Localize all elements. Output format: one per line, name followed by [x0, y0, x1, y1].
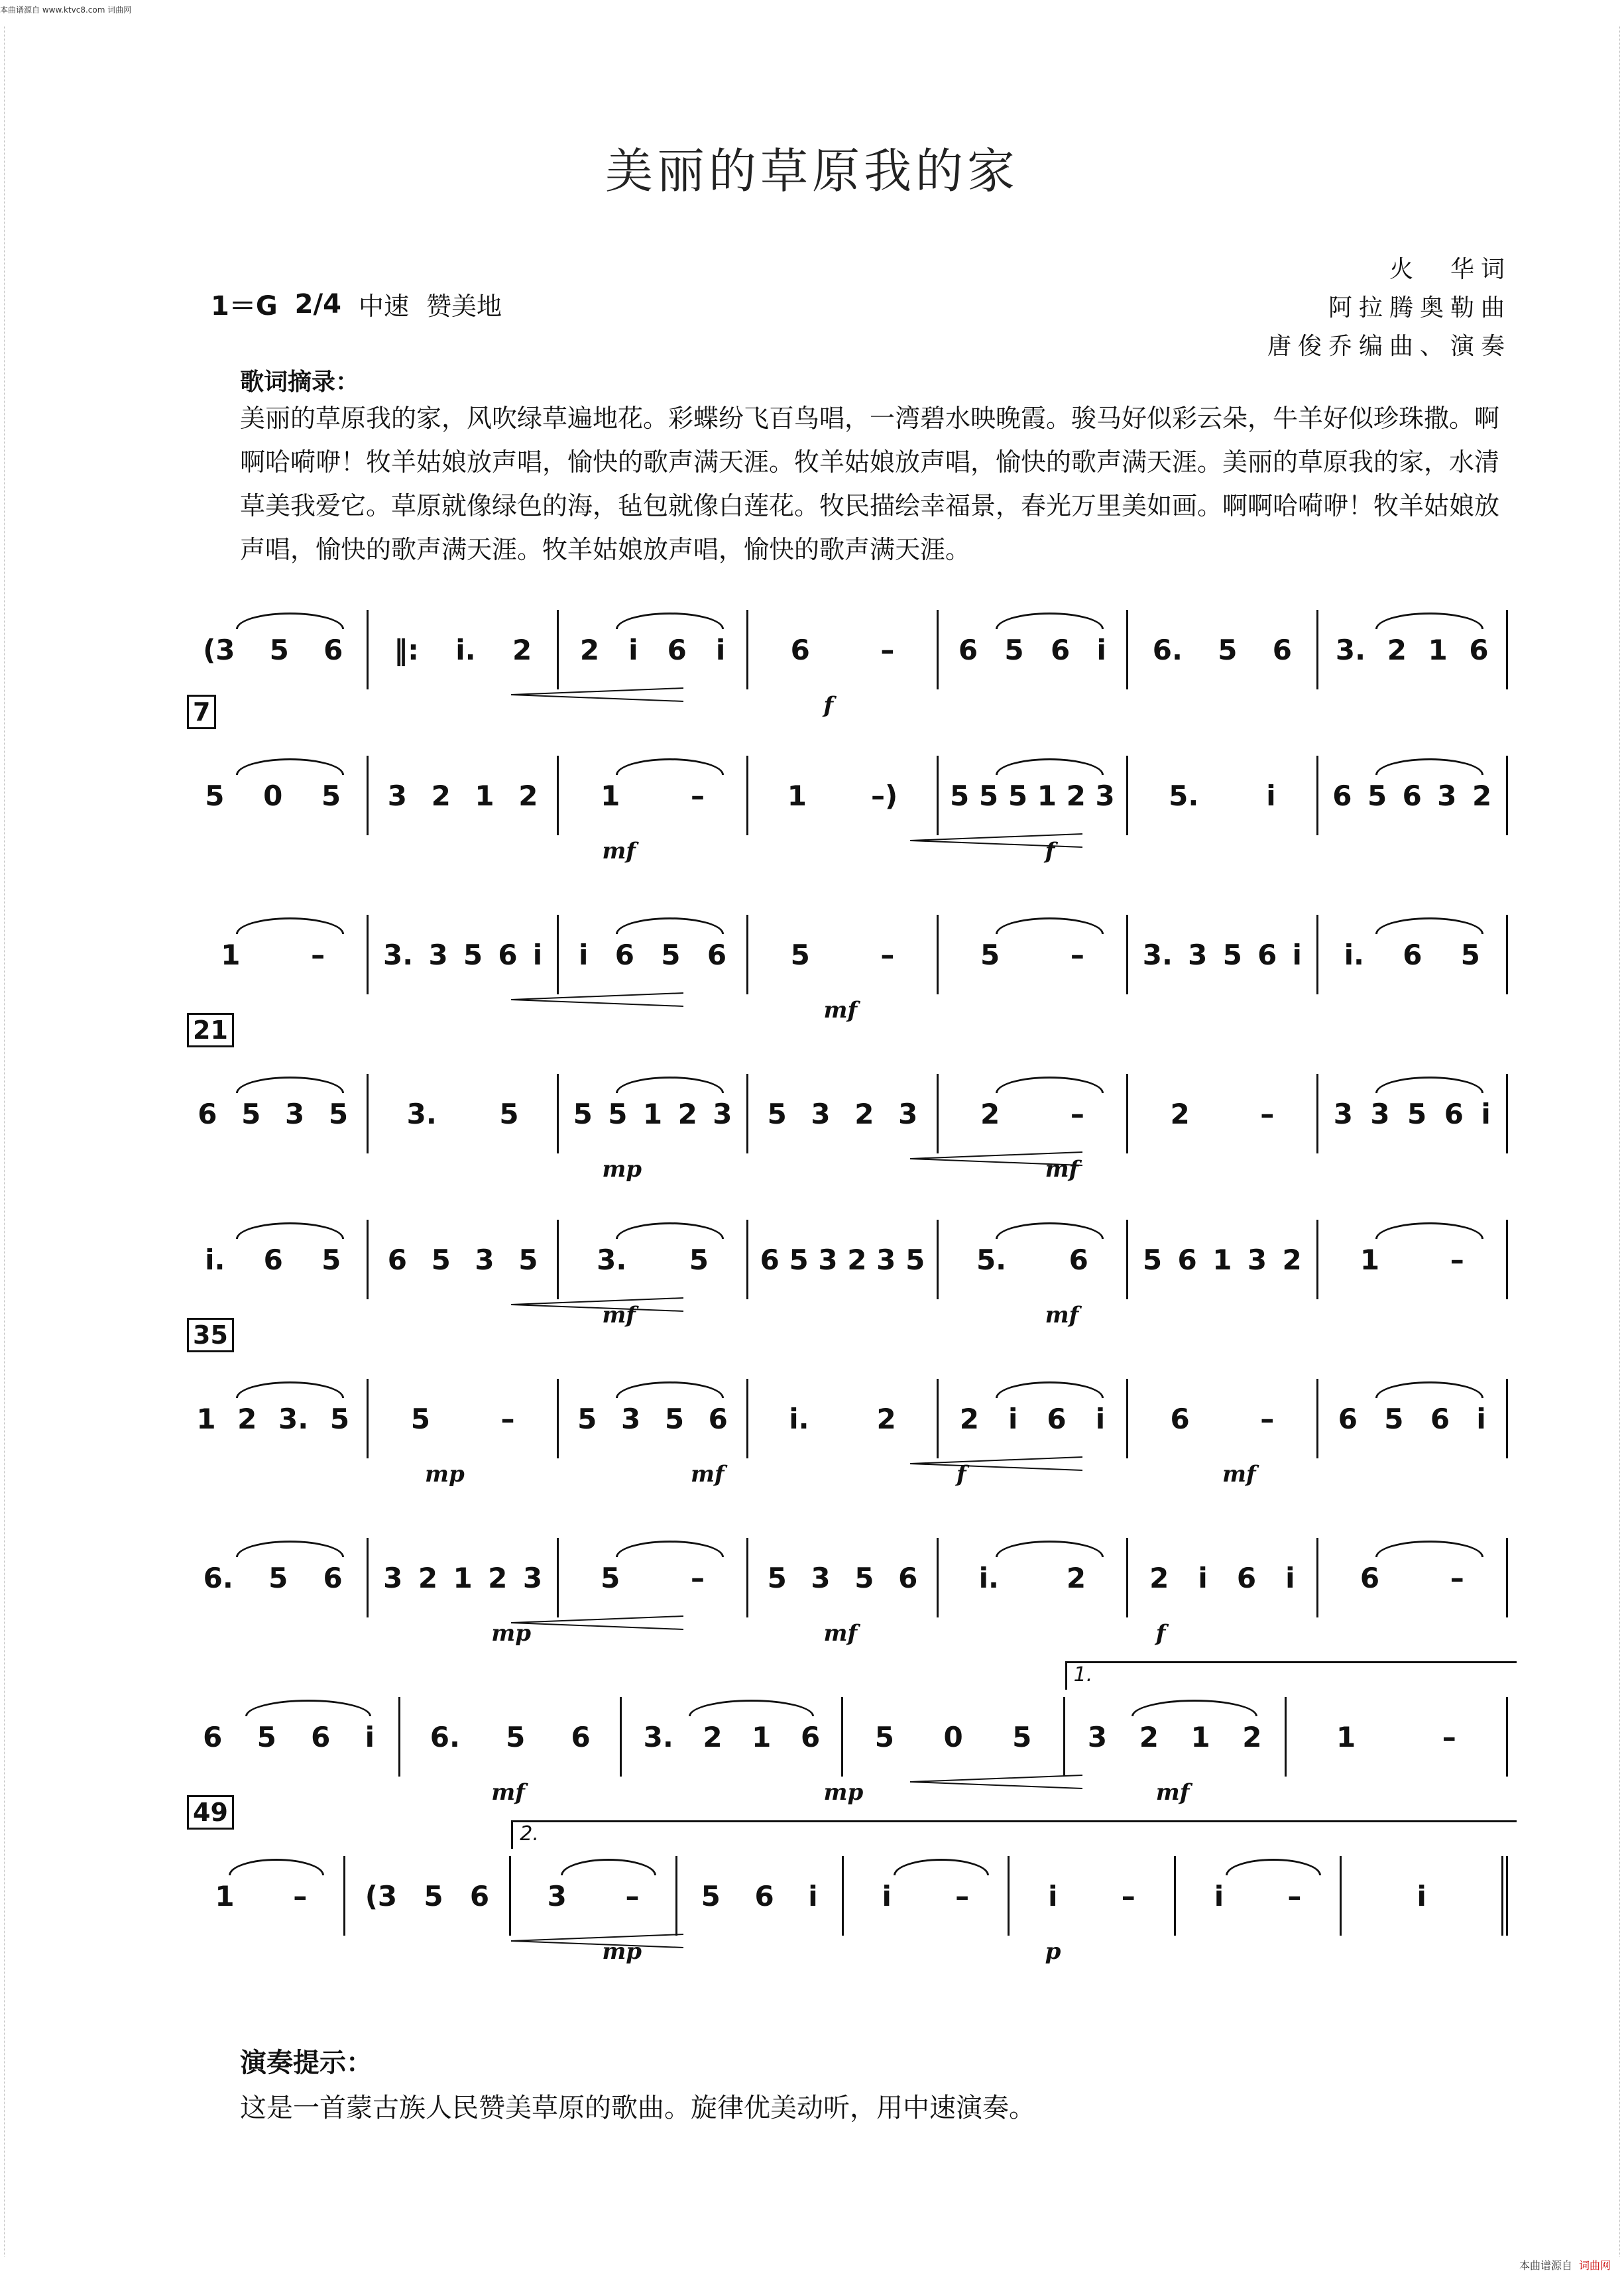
measure	[369, 1538, 558, 1617]
note: 1	[601, 779, 620, 812]
measure	[748, 1074, 938, 1153]
note: 1	[215, 1879, 235, 1912]
note: 6	[614, 938, 634, 971]
volta-bracket: 2.	[511, 1820, 1517, 1849]
note: 3	[1370, 1097, 1390, 1130]
note: 1	[787, 779, 807, 812]
tempo-marking: 中速	[358, 292, 409, 321]
page-edge-left	[4, 27, 14, 2256]
note: 5	[1384, 1402, 1404, 1435]
note: 6	[708, 1402, 728, 1435]
note: i	[532, 938, 543, 971]
note: 6	[263, 1243, 283, 1276]
note: –	[1070, 938, 1084, 971]
note: 5	[661, 938, 681, 971]
notation-row	[179, 915, 1508, 1024]
note: 6	[1338, 1402, 1358, 1435]
measure	[1128, 610, 1318, 689]
dynamic-marking: mf	[491, 1779, 525, 1806]
measure	[1128, 1538, 1318, 1617]
hairpin-mark	[511, 992, 683, 1008]
note: 5	[577, 1402, 597, 1435]
note: 5	[689, 1243, 709, 1276]
note: 5	[664, 1402, 685, 1435]
measure	[748, 1220, 938, 1299]
measure	[345, 1856, 512, 1936]
note: –	[1442, 1720, 1456, 1753]
dynamic-marking: mf	[602, 838, 636, 864]
note: 2	[431, 779, 451, 812]
note: 5	[321, 779, 341, 812]
note: 6	[754, 1879, 774, 1912]
note: 5	[424, 1879, 443, 1912]
measure	[1128, 756, 1318, 835]
dynamic-marking: f	[1045, 838, 1055, 864]
notation-row	[179, 1538, 1508, 1647]
note: 6	[1444, 1097, 1464, 1130]
note: 6	[667, 633, 687, 666]
measure	[748, 915, 938, 994]
note: 2	[1472, 779, 1492, 812]
key: 1＝G	[211, 291, 278, 322]
note: 2	[418, 1561, 438, 1594]
note: 6	[469, 1879, 490, 1912]
notation-row	[179, 1798, 1508, 1965]
measure	[677, 1856, 844, 1936]
hairpin-mark	[511, 1297, 683, 1313]
note: 3.	[278, 1402, 309, 1435]
note: 3	[1333, 1097, 1353, 1130]
dynamic-marking: mf	[823, 1620, 858, 1647]
note: 6	[323, 1561, 343, 1594]
note: 6	[498, 938, 518, 971]
note: 5	[790, 938, 810, 971]
note: 3	[898, 1097, 918, 1130]
note: 6	[1069, 1243, 1088, 1276]
note: 3	[620, 1402, 641, 1435]
notation-row	[179, 1220, 1508, 1328]
notation-row	[179, 1663, 1508, 1806]
note: 1	[1336, 1720, 1356, 1753]
measure	[1287, 1697, 1508, 1777]
note: i	[1214, 1879, 1224, 1912]
note: 5	[1407, 1097, 1427, 1130]
note: 5	[269, 633, 289, 666]
note: 5	[874, 1720, 894, 1753]
note: 6	[203, 1720, 223, 1753]
page-edge-right	[1610, 27, 1620, 2256]
note: 6	[790, 633, 810, 666]
dynamic-marking: mf	[1222, 1461, 1256, 1488]
measure	[1128, 915, 1318, 994]
dynamic-marking: mp	[491, 1620, 531, 1647]
note: 5	[978, 779, 999, 812]
note: 5	[789, 1243, 809, 1276]
note: 5	[608, 1097, 628, 1130]
note: 6	[1402, 779, 1422, 812]
dynamic-marking: mp	[823, 1779, 864, 1806]
measure	[369, 915, 558, 994]
measure	[1128, 1379, 1318, 1458]
note: 5.	[1169, 779, 1199, 812]
note: 2	[703, 1720, 723, 1753]
measure	[748, 1379, 938, 1458]
source-watermark: 本曲谱源自 www.ktvc8.com 词曲网	[0, 5, 132, 15]
note: 2	[1066, 779, 1086, 812]
dynamic-marking: mf	[602, 1302, 636, 1328]
note: 3	[713, 1097, 732, 1130]
note: 5	[905, 1243, 925, 1276]
note: i	[1048, 1879, 1058, 1912]
hairpin-mark	[511, 1615, 683, 1631]
note: 3	[284, 1097, 305, 1130]
note: 2	[1242, 1720, 1262, 1753]
note: –	[1121, 1879, 1135, 1912]
note: 3.	[383, 938, 414, 971]
measure	[369, 1074, 558, 1153]
credit-arranger: 唐俊乔编曲、演奏	[1267, 333, 1511, 360]
note: 3	[1437, 779, 1457, 812]
note: 3.	[643, 1720, 673, 1753]
note: 2	[1282, 1243, 1302, 1276]
note: 3.	[406, 1097, 437, 1130]
note: –)	[870, 779, 898, 812]
note: –	[880, 633, 895, 666]
note: 1	[475, 779, 494, 812]
lyrics-text: 美丽的草原我的家，风吹绿草遍地花。彩蝶纷飞百鸟唱，一湾碧水映晚霞。骏马好似彩云朵，牛羊好似珍珠撒。啊啊哈嗬咿！牧羊姑娘放声唱，愉快的歌声满天涯。牧羊姑娘放声唱，愉快的歌声满天涯。美丽的草原我的家，水清草美我爱它。草原就像绿色的海，毡包就像白莲花。牧民描绘幸福景，春光万里美如画。啊啊哈嗬咿！牧羊姑娘放声唱，愉快的歌声满天涯。牧羊姑娘放声唱，愉快的歌声满天涯。	[240, 404, 1500, 564]
note: i.	[978, 1561, 1000, 1594]
note: –	[1260, 1402, 1275, 1435]
credit-composer: 阿拉腾奥勒曲	[1328, 294, 1511, 322]
hairpin-mark	[910, 1151, 1082, 1167]
note: 5	[1012, 1720, 1032, 1753]
note: 1	[642, 1097, 663, 1130]
note: 5	[1367, 779, 1387, 812]
note: i	[1008, 1402, 1018, 1435]
note: 5	[1008, 779, 1028, 812]
note: 6	[1047, 1402, 1067, 1435]
note: i	[1266, 779, 1276, 812]
note: 1	[1212, 1243, 1232, 1276]
note: 3	[475, 1243, 494, 1276]
note: 6	[760, 1243, 780, 1276]
hairpin-mark	[511, 687, 683, 703]
note: i	[1417, 1879, 1426, 1912]
note: ‖:	[394, 633, 419, 666]
measure	[369, 610, 558, 689]
note: –	[690, 1561, 705, 1594]
note: 6	[1177, 1243, 1197, 1276]
dynamic-marking: mp	[425, 1461, 465, 1488]
note: 5	[767, 1097, 787, 1130]
note: 1	[752, 1720, 772, 1753]
note: 6	[198, 1097, 217, 1130]
note: 0	[263, 779, 283, 812]
note: 1	[221, 938, 241, 971]
note: 5	[329, 1402, 350, 1435]
dynamic-marking: p	[1045, 1938, 1061, 1965]
note: 3.	[1335, 633, 1366, 666]
note: 5	[601, 1561, 620, 1594]
notation-row	[179, 610, 1508, 719]
note: 1	[196, 1402, 216, 1435]
note: –	[880, 938, 895, 971]
note: 5	[767, 1561, 787, 1594]
note: 6	[958, 633, 978, 666]
note: 6	[1272, 633, 1292, 666]
note: 1	[453, 1561, 473, 1594]
dynamic-marking: mf	[1155, 1779, 1190, 1806]
note: 3	[818, 1243, 838, 1276]
note: 6	[1170, 1402, 1190, 1435]
dynamic-marking: f	[1155, 1620, 1166, 1647]
note: 6	[1332, 779, 1352, 812]
note: 6.	[203, 1561, 233, 1594]
note: 3	[387, 779, 407, 812]
note: 2	[876, 1402, 896, 1435]
note: 5	[321, 1243, 341, 1276]
note: 2	[1066, 1561, 1086, 1594]
notation-row	[179, 697, 1508, 864]
note: 5	[1004, 633, 1024, 666]
volta-bracket: 1.	[1065, 1661, 1517, 1690]
note: i	[1198, 1561, 1208, 1594]
note: 6	[707, 938, 727, 971]
measure	[1128, 1220, 1318, 1299]
note: 5	[431, 1243, 451, 1276]
lyrics-heading: 歌词摘录：	[240, 369, 360, 396]
notation-row	[179, 1320, 1508, 1488]
note: 2	[959, 1402, 979, 1435]
dynamic-marking: mf	[1045, 1302, 1079, 1328]
note: 6	[800, 1720, 821, 1753]
note: i	[579, 938, 589, 971]
song-title: 美丽的草原我的家	[605, 143, 1019, 199]
note: 3	[811, 1561, 831, 1594]
note: 5	[1218, 633, 1238, 666]
note: 2	[1139, 1720, 1159, 1753]
note: 1	[1190, 1720, 1210, 1753]
note: i.	[789, 1402, 809, 1435]
note: 2	[1170, 1097, 1190, 1130]
note: 3	[428, 938, 448, 971]
note: 6	[1430, 1402, 1450, 1435]
credits	[1267, 251, 1511, 366]
note: 2	[237, 1402, 257, 1435]
note: –	[1450, 1243, 1464, 1276]
note: 1	[1037, 779, 1057, 812]
note: 6	[1257, 938, 1277, 971]
rehearsal-mark: 21	[187, 1013, 234, 1047]
note: 2	[1149, 1561, 1169, 1594]
footer-source-label: 本曲谱源自	[1519, 2259, 1572, 2272]
note: –	[311, 938, 325, 971]
note: 5	[980, 938, 1000, 971]
measure	[748, 610, 938, 689]
key-signature	[211, 285, 502, 323]
note: i	[1095, 1402, 1106, 1435]
note: i	[1096, 633, 1106, 666]
note: 6	[387, 1243, 407, 1276]
note: 6.	[430, 1720, 460, 1753]
note: 1	[1428, 633, 1448, 666]
note: –	[625, 1879, 640, 1912]
note: 5	[1142, 1243, 1163, 1276]
footer-site-logo: 词曲网	[1578, 2259, 1611, 2272]
note: 5	[241, 1097, 261, 1130]
measure	[1342, 1856, 1508, 1936]
note: i	[365, 1720, 375, 1753]
measure	[748, 1538, 938, 1617]
note: 6	[311, 1720, 331, 1753]
note: i	[882, 1879, 892, 1912]
dynamic-marking: mf	[691, 1461, 725, 1488]
note: 5	[1222, 938, 1242, 971]
note: –	[1070, 1097, 1084, 1130]
note: 5	[518, 1243, 538, 1276]
hairpin-mark	[511, 1933, 683, 1949]
note: 5	[463, 938, 483, 971]
note: 5	[410, 1402, 430, 1435]
note: 3.	[597, 1243, 627, 1276]
measure	[369, 756, 558, 835]
measure	[369, 1379, 558, 1458]
hairpin-mark	[910, 833, 1082, 849]
note: i	[1285, 1561, 1295, 1594]
measure	[1010, 1856, 1176, 1936]
note: 3	[1247, 1243, 1267, 1276]
note: 0	[943, 1720, 963, 1753]
note: 6	[1469, 633, 1489, 666]
note: i.	[1344, 938, 1365, 971]
note: 2	[512, 633, 532, 666]
note: 5.	[976, 1243, 1007, 1276]
note: 6.	[1152, 633, 1183, 666]
performance-notes-heading: 演奏提示：	[240, 2048, 373, 2078]
note: 2	[1387, 633, 1407, 666]
note: 5	[1460, 938, 1480, 971]
note: 2	[518, 779, 538, 812]
dynamic-marking: mf	[1045, 1156, 1079, 1183]
note: 5	[205, 779, 225, 812]
note: 6	[323, 633, 343, 666]
note: 2	[677, 1097, 697, 1130]
footer-source	[1519, 2257, 1611, 2272]
note: (3	[203, 633, 235, 666]
note: 3	[876, 1243, 896, 1276]
note: 5	[950, 779, 970, 812]
note: 3	[522, 1561, 543, 1594]
note: 3	[1087, 1720, 1108, 1753]
note: i	[1481, 1097, 1491, 1130]
note: 1	[1360, 1243, 1380, 1276]
note: i	[715, 633, 726, 666]
note: 2	[579, 633, 600, 666]
note: 3	[383, 1561, 403, 1594]
note: 6	[898, 1561, 918, 1594]
rehearsal-mark: 7	[187, 695, 216, 729]
note: 5	[854, 1561, 874, 1594]
note: 3	[811, 1097, 831, 1130]
dynamic-marking: mf	[823, 997, 858, 1024]
time-signature: 2/4	[294, 288, 341, 320]
measure	[748, 756, 938, 835]
note: 5	[499, 1097, 519, 1130]
note: 3	[1188, 938, 1208, 971]
hairpin-mark	[910, 1456, 1082, 1472]
note: i	[808, 1879, 818, 1912]
measure	[844, 1697, 1065, 1777]
dynamic-marking: f	[957, 1461, 966, 1488]
note: –	[293, 1879, 308, 1912]
note: –	[1260, 1097, 1275, 1130]
note: 3	[547, 1879, 567, 1912]
hairpin-mark	[910, 1774, 1082, 1790]
note: 2	[847, 1243, 867, 1276]
note: 2	[980, 1097, 1000, 1130]
note: 6	[1236, 1561, 1257, 1594]
rehearsal-mark: 35	[187, 1318, 234, 1352]
dynamic-marking: mp	[602, 1156, 642, 1183]
expression-marking: 赞美地	[426, 292, 502, 321]
measure	[400, 1697, 622, 1777]
credit-lyricist: 火 华词	[1389, 256, 1511, 283]
note: i.	[205, 1243, 225, 1276]
note: i.	[455, 633, 476, 666]
note: 5	[328, 1097, 349, 1130]
note: 5	[268, 1561, 288, 1594]
note: –	[500, 1402, 515, 1435]
note: –	[690, 779, 705, 812]
performance-notes-text: 这是一首蒙古族人民赞美草原的歌曲。旋律优美动听，用中速演奏。	[240, 2093, 1035, 2123]
note: 5	[573, 1097, 593, 1130]
rehearsal-mark: 49	[187, 1795, 234, 1830]
note: 5	[701, 1879, 721, 1912]
note: 6	[1360, 1561, 1380, 1594]
note: 3.	[1142, 938, 1173, 971]
note: 6	[571, 1720, 591, 1753]
note: –	[955, 1879, 970, 1912]
measure	[1128, 1074, 1318, 1153]
note: 2	[488, 1561, 508, 1594]
notation-row	[179, 1016, 1508, 1183]
measure	[369, 1220, 558, 1299]
note: 6	[1403, 938, 1422, 971]
dynamic-marking: f	[823, 692, 834, 719]
note: 5	[506, 1720, 526, 1753]
note: 2	[854, 1097, 874, 1130]
note: i	[1476, 1402, 1486, 1435]
note: 3	[1095, 779, 1115, 812]
note: –	[1450, 1561, 1464, 1594]
note: i	[628, 633, 638, 666]
note: –	[1287, 1879, 1302, 1912]
note: 5	[257, 1720, 276, 1753]
note: (3	[365, 1879, 398, 1912]
note: 6	[1050, 633, 1071, 666]
dynamic-marking: mp	[602, 1938, 642, 1965]
note: i	[1292, 938, 1302, 971]
